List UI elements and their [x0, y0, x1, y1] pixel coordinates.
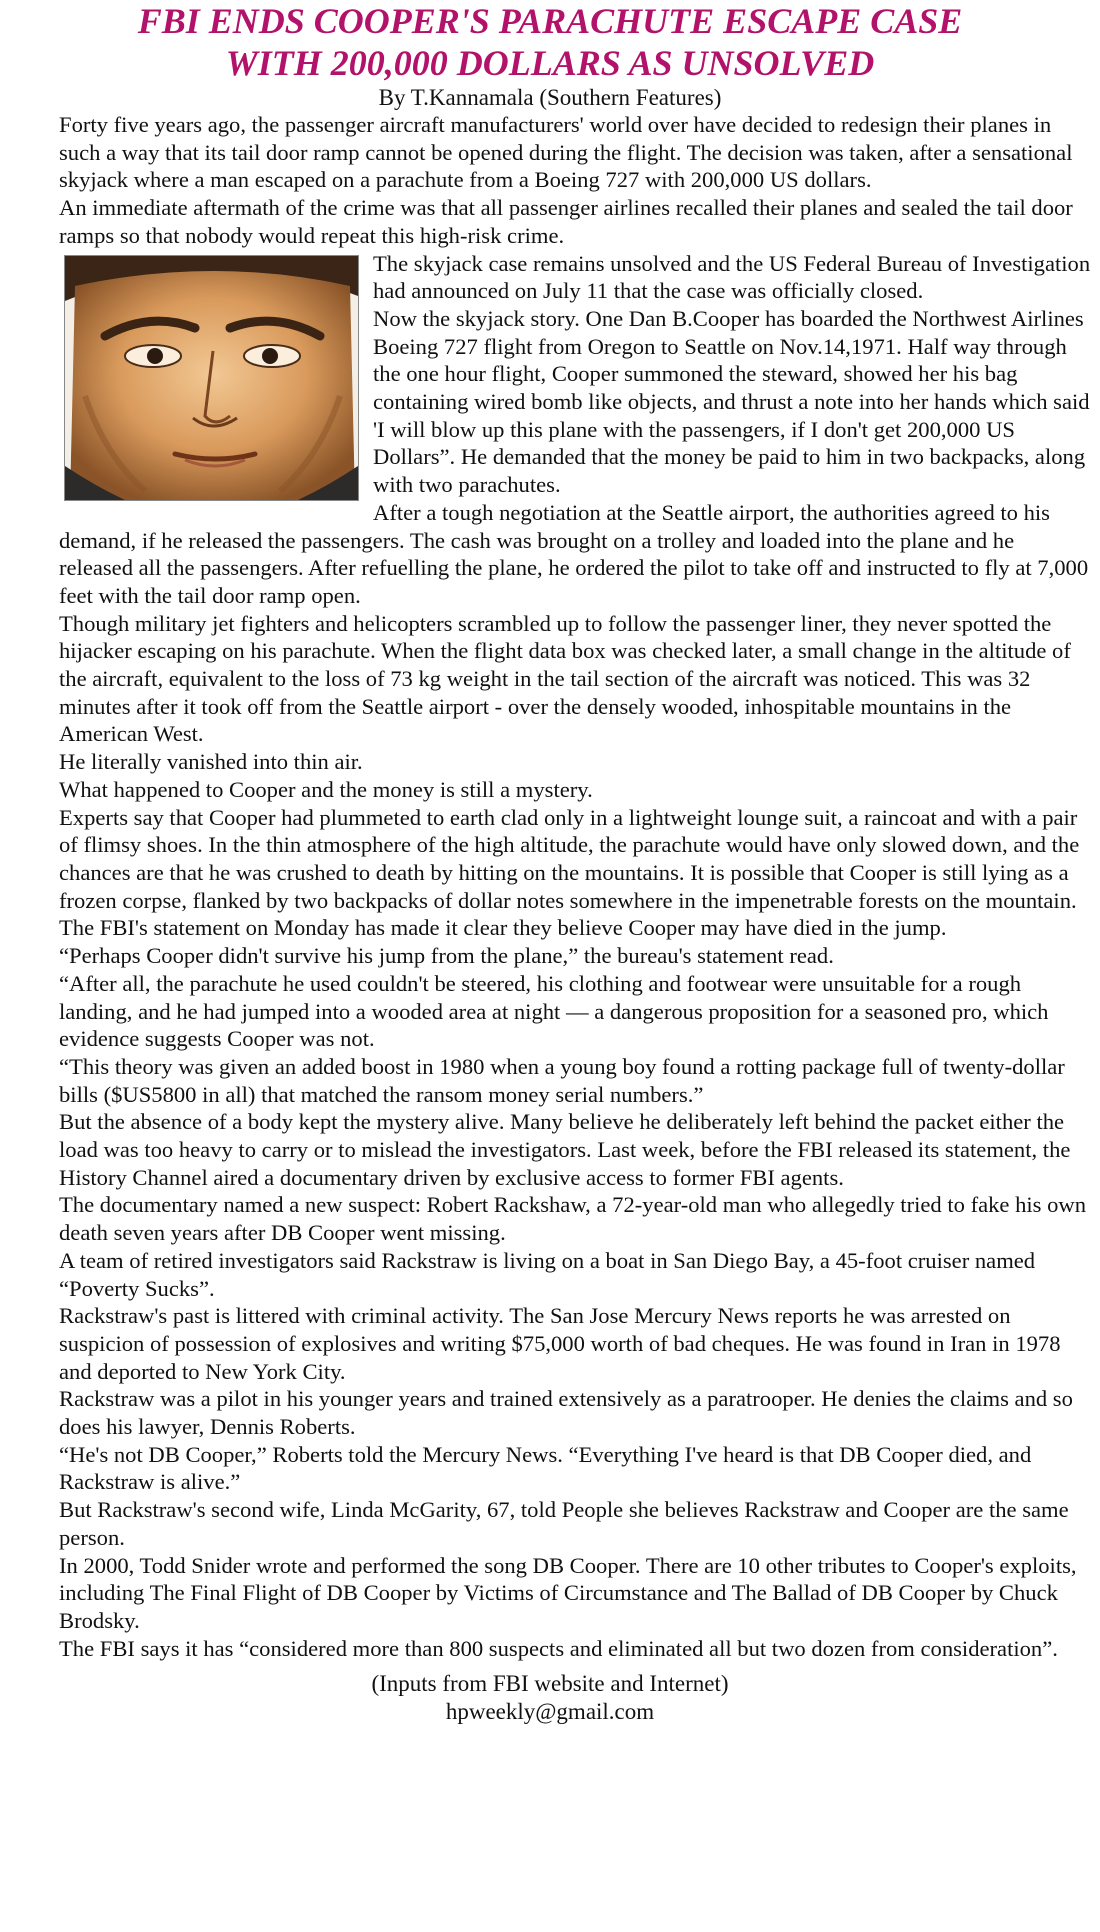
article-paragraph: Rackstraw was a pilot in his younger years and trained extensively as a paratrooper. He denies the claims and so does his lawyer, Dennis Roberts.: [59, 1386, 1073, 1440]
article-paragraph: Forty five years ago, the passenger aircraft manufacturers' world over have decided to redesign their planes in such a way that its tail door ramp cannot be opened during the flight. The decision was taken, after a sensational skyjack where a man escaped on a parachute from a Boeing 727 with 200,000 US dollars.: [59, 112, 1073, 193]
article-body: [59, 111, 1093, 1662]
article-paragraph: The FBI's statement on Monday has made it clear they believe Cooper may have died in the jump.: [59, 915, 947, 941]
headline-line-1: FBI ENDS COOPER'S PARACHUTE ESCAPE CASE: [137, 1, 963, 41]
headline: [0, 0, 1100, 84]
contact-email: hpweekly@gmail.com: [445, 1699, 655, 1725]
article-paragraph: The FBI says it has “considered more than 800 suspects and eliminated all but two dozen from consideration”.: [59, 1635, 1058, 1661]
headline-line-2: WITH 200,000 DOLLARS AS UNSOLVED: [225, 43, 875, 83]
article-paragraph: “After all, the parachute he used couldn't be steered, his clothing and footwear were unsuitable for a rough landing, and he had jumped into a wooded area at night — a dangerous proposition for a seasoned pro, which evidence suggests Cooper was not.: [59, 970, 1049, 1052]
cooper-sketch-portrait: [64, 255, 359, 501]
article-paragraph: Experts say that Cooper had plummeted to earth clad only in a lightweight lounge suit, a raincoat and with a pair of flimsy shoes. In the thin atmosphere of the high altitude, the parachute would have only slowed down, and the chances are that he was crushed to death by hitting on the mountains. It is possible that Cooper is still lying as a frozen corpse, flanked by two backpacks of dollar notes somewhere in the impenetrable forests on the mountain.: [59, 804, 1080, 913]
article-paragraph: The documentary named a new suspect: Robert Rackshaw, a 72-year-old man who allegedly tried to fake his own death seven years after DB Cooper went missing.: [59, 1192, 1087, 1246]
source-credit: (Inputs from FBI website and Internet): [371, 1671, 729, 1697]
article-paragraph: Now the skyjack story. One Dan B.Cooper has boarded the Northwest Airlines Boeing 727 flight from Oregon to Seattle on Nov.14,1971. Half way through the one hour flight, Cooper summoned the steward, showed her his bag containing wired bomb like objects, and thrust a note into her hands which said 'I will blow up this plane with the passengers, if I don't get 200,000 US Dollars”. He demanded that the money be paid to him in two backpacks, along with two parachutes.: [373, 305, 1090, 498]
byline: By T.Kannamala (Southern Features): [378, 85, 722, 110]
article-paragraph: A team of retired investigators said Rackstraw is living on a boat in San Diego Bay, a 45-foot cruiser named “Poverty Sucks”.: [59, 1247, 1036, 1301]
article-paragraph: “Perhaps Cooper didn't survive his jump from the plane,” the bureau's statement read.: [59, 943, 834, 969]
article-paragraph: “This theory was given an added boost in 1980 when a young boy found a rotting package full of twenty-dollar bills ($US5800 in all) that matched the ransom money serial numbers.”: [59, 1053, 1065, 1107]
article-paragraph: But Rackstraw's second wife, Linda McGarity, 67, told People she believes Rackstraw and Cooper are the same person.: [59, 1497, 1069, 1550]
article-paragraph: After a tough negotiation at the Seattle airport, the authorities agreed to his demand, if he released the passengers. The cash was brought on a trolley and loaded into the plane and he released all the passengers. After refuelling the plane, he ordered the pilot to take off and instructed to fly at 7,000 feet with the tail door ramp open.: [59, 499, 1089, 608]
article-paragraph: In 2000, Todd Snider wrote and performed the song DB Cooper. There are 10 other tributes to Cooper's exploits, including The Final Flight of DB Cooper by Victims of Circumstance and The Ballad of DB Cooper by Chuck Brodsky.: [59, 1552, 1077, 1633]
article-paragraph: Rackstraw's past is littered with criminal activity. The San Jose Mercury News reports he was arrested on suspicion of possession of explosives and writing $75,000 worth of bad cheques. He was found in Iran in 1978 and deported to New York City.: [59, 1303, 1061, 1384]
article-paragraph: “He's not DB Cooper,” Roberts told the Mercury News. “Everything I've heard is that DB Cooper died, and Rackstraw is alive.”: [59, 1441, 1032, 1495]
article-paragraph: He literally vanished into thin air.: [59, 749, 363, 775]
article-paragraph: The skyjack case remains unsolved and the US Federal Bureau of Investigation had announced on July 11 that the case was officially closed.: [373, 250, 1091, 304]
article-footer: [0, 1670, 1100, 1726]
article-paragraph: An immediate aftermath of the crime was that all passenger airlines recalled their planes and sealed the tail door ramps so that nobody would repeat this high-risk crime.: [59, 195, 1073, 248]
article-paragraph: Though military jet fighters and helicopters scrambled up to follow the passenger liner, they never spotted the hijacker escaping on his parachute. When the flight data box was checked later, a small change in the altitude of the aircraft, equivalent to the loss of 73 kg weight in the tail section of the aircraft was noticed. This was 32 minutes after it took off from the Seattle airport - over the densely wooded, inhospitable mountains in the American West.: [59, 610, 1071, 747]
article-paragraph: What happened to Cooper and the money is still a mystery.: [59, 776, 593, 802]
article-paragraph: But the absence of a body kept the mystery alive. Many believe he deliberately left behind the packet either the load was too heavy to carry or to mislead the investigators. Last week, before the FBI released its statement, the History Channel aired a documentary driven by exclusive access to former FBI agents.: [59, 1109, 1071, 1190]
